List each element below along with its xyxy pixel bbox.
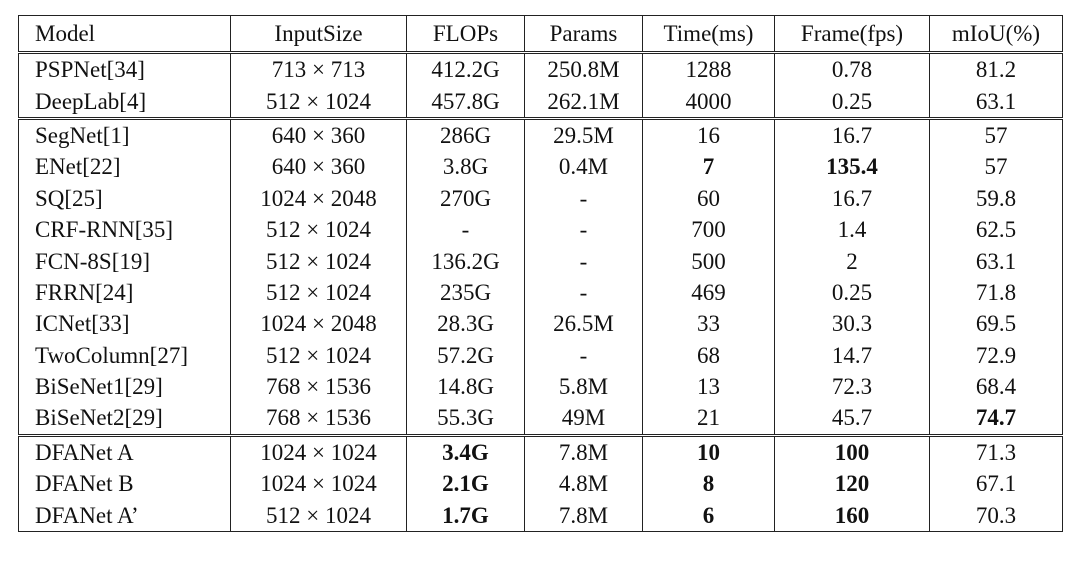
cell-frame: 0.25: [775, 277, 930, 308]
table-row: [19, 435, 1063, 468]
cell-params: -: [525, 340, 643, 371]
cell-miou: 74.7: [930, 402, 1063, 435]
cell-params: -: [525, 245, 643, 276]
cell-flops: 57.2G: [407, 340, 525, 371]
cell-params: 7.8M: [525, 435, 643, 468]
cell-flops: 412.2G: [407, 53, 525, 86]
cell-flops: 2.1G: [407, 468, 525, 499]
cell-model: DFANet B: [19, 468, 231, 499]
cell-model: ICNet[33]: [19, 308, 231, 339]
cell-model: SegNet[1]: [19, 118, 231, 151]
cell-input-size: 512 × 1024: [231, 245, 407, 276]
cell-miou: 81.2: [930, 53, 1063, 86]
cell-params: 262.1M: [525, 85, 643, 118]
cell-params: 4.8M: [525, 468, 643, 499]
table-row: [19, 371, 1063, 402]
cell-model: PSPNet[34]: [19, 53, 231, 86]
cell-input-size: 512 × 1024: [231, 340, 407, 371]
cell-time: 68: [643, 340, 775, 371]
table-row: [19, 151, 1063, 182]
cell-model: ENet[22]: [19, 151, 231, 182]
cell-model: DFANet A: [19, 435, 231, 468]
table-body: [19, 53, 1063, 532]
cell-model: FCN-8S[19]: [19, 245, 231, 276]
cell-input-size: 512 × 1024: [231, 214, 407, 245]
cell-input-size: 512 × 1024: [231, 277, 407, 308]
cell-miou: 72.9: [930, 340, 1063, 371]
cell-frame: 0.78: [775, 53, 930, 86]
cell-frame: 160: [775, 499, 930, 531]
cell-time: 6: [643, 499, 775, 531]
cell-time: 469: [643, 277, 775, 308]
cell-miou: 57: [930, 118, 1063, 151]
cell-flops: 457.8G: [407, 85, 525, 118]
cell-miou: 57: [930, 151, 1063, 182]
cell-miou: 71.8: [930, 277, 1063, 308]
cell-flops: 14.8G: [407, 371, 525, 402]
cell-time: 700: [643, 214, 775, 245]
cell-frame: 2: [775, 245, 930, 276]
cell-miou: 68.4: [930, 371, 1063, 402]
cell-frame: 0.25: [775, 85, 930, 118]
cell-input-size: 713 × 713: [231, 53, 407, 86]
cell-frame: 100: [775, 435, 930, 468]
table-row: [19, 183, 1063, 214]
cell-time: 500: [643, 245, 775, 276]
cell-miou: 71.3: [930, 435, 1063, 468]
cell-time: 4000: [643, 85, 775, 118]
table-row: [19, 245, 1063, 276]
cell-model: TwoColumn[27]: [19, 340, 231, 371]
table-row: [19, 308, 1063, 339]
cell-time: 21: [643, 402, 775, 435]
cell-input-size: 640 × 360: [231, 151, 407, 182]
cell-frame: 16.7: [775, 118, 930, 151]
cell-time: 33: [643, 308, 775, 339]
cell-input-size: 512 × 1024: [231, 499, 407, 531]
cell-model: DFANet A’: [19, 499, 231, 531]
cell-frame: 135.4: [775, 151, 930, 182]
cell-frame: 45.7: [775, 402, 930, 435]
cell-time: 60: [643, 183, 775, 214]
cell-params: 49M: [525, 402, 643, 435]
cell-time: 7: [643, 151, 775, 182]
cell-model: SQ[25]: [19, 183, 231, 214]
cell-input-size: 768 × 1536: [231, 402, 407, 435]
cell-flops: -: [407, 214, 525, 245]
cell-params: 0.4M: [525, 151, 643, 182]
cell-model: BiSeNet1[29]: [19, 371, 231, 402]
cell-miou: 62.5: [930, 214, 1063, 245]
header-miou: mIoU(%): [930, 16, 1063, 53]
header-model: Model: [19, 16, 231, 53]
cell-miou: 70.3: [930, 499, 1063, 531]
cell-miou: 63.1: [930, 85, 1063, 118]
cell-input-size: 1024 × 1024: [231, 468, 407, 499]
cell-flops: 270G: [407, 183, 525, 214]
cell-flops: 136.2G: [407, 245, 525, 276]
table-row: [19, 402, 1063, 435]
header-time: Time(ms): [643, 16, 775, 53]
header-flops: FLOPs: [407, 16, 525, 53]
cell-flops: 3.4G: [407, 435, 525, 468]
cell-input-size: 640 × 360: [231, 118, 407, 151]
cell-miou: 63.1: [930, 245, 1063, 276]
cell-time: 13: [643, 371, 775, 402]
cell-miou: 59.8: [930, 183, 1063, 214]
table-row: [19, 499, 1063, 531]
cell-frame: 14.7: [775, 340, 930, 371]
cell-flops: 235G: [407, 277, 525, 308]
cell-time: 16: [643, 118, 775, 151]
cell-flops: 28.3G: [407, 308, 525, 339]
header-params: Params: [525, 16, 643, 53]
cell-miou: 69.5: [930, 308, 1063, 339]
cell-input-size: 1024 × 2048: [231, 308, 407, 339]
header-input-size: InputSize: [231, 16, 407, 53]
cell-params: 26.5M: [525, 308, 643, 339]
cell-time: 1288: [643, 53, 775, 86]
cell-miou: 67.1: [930, 468, 1063, 499]
cell-flops: 3.8G: [407, 151, 525, 182]
cell-model: BiSeNet2[29]: [19, 402, 231, 435]
cell-time: 8: [643, 468, 775, 499]
cell-params: 7.8M: [525, 499, 643, 531]
cell-model: CRF-RNN[35]: [19, 214, 231, 245]
table-row: [19, 214, 1063, 245]
table-row: [19, 468, 1063, 499]
table-row: [19, 53, 1063, 86]
cell-frame: 72.3: [775, 371, 930, 402]
cell-frame: 120: [775, 468, 930, 499]
cell-input-size: 768 × 1536: [231, 371, 407, 402]
table-row: [19, 85, 1063, 118]
table-row: [19, 277, 1063, 308]
cell-params: 5.8M: [525, 371, 643, 402]
header-frame: Frame(fps): [775, 16, 930, 53]
cell-flops: 1.7G: [407, 499, 525, 531]
header-row: [19, 16, 1063, 53]
cell-input-size: 512 × 1024: [231, 85, 407, 118]
results-table: [18, 15, 1063, 532]
cell-flops: 55.3G: [407, 402, 525, 435]
cell-time: 10: [643, 435, 775, 468]
cell-model: FRRN[24]: [19, 277, 231, 308]
cell-frame: 30.3: [775, 308, 930, 339]
cell-flops: 286G: [407, 118, 525, 151]
cell-params: -: [525, 214, 643, 245]
cell-params: -: [525, 183, 643, 214]
cell-frame: 1.4: [775, 214, 930, 245]
table-header: [19, 16, 1063, 53]
table-row: [19, 118, 1063, 151]
cell-params: 29.5M: [525, 118, 643, 151]
cell-params: 250.8M: [525, 53, 643, 86]
cell-params: -: [525, 277, 643, 308]
cell-input-size: 1024 × 1024: [231, 435, 407, 468]
cell-model: DeepLab[4]: [19, 85, 231, 118]
cell-input-size: 1024 × 2048: [231, 183, 407, 214]
table-row: [19, 340, 1063, 371]
cell-frame: 16.7: [775, 183, 930, 214]
